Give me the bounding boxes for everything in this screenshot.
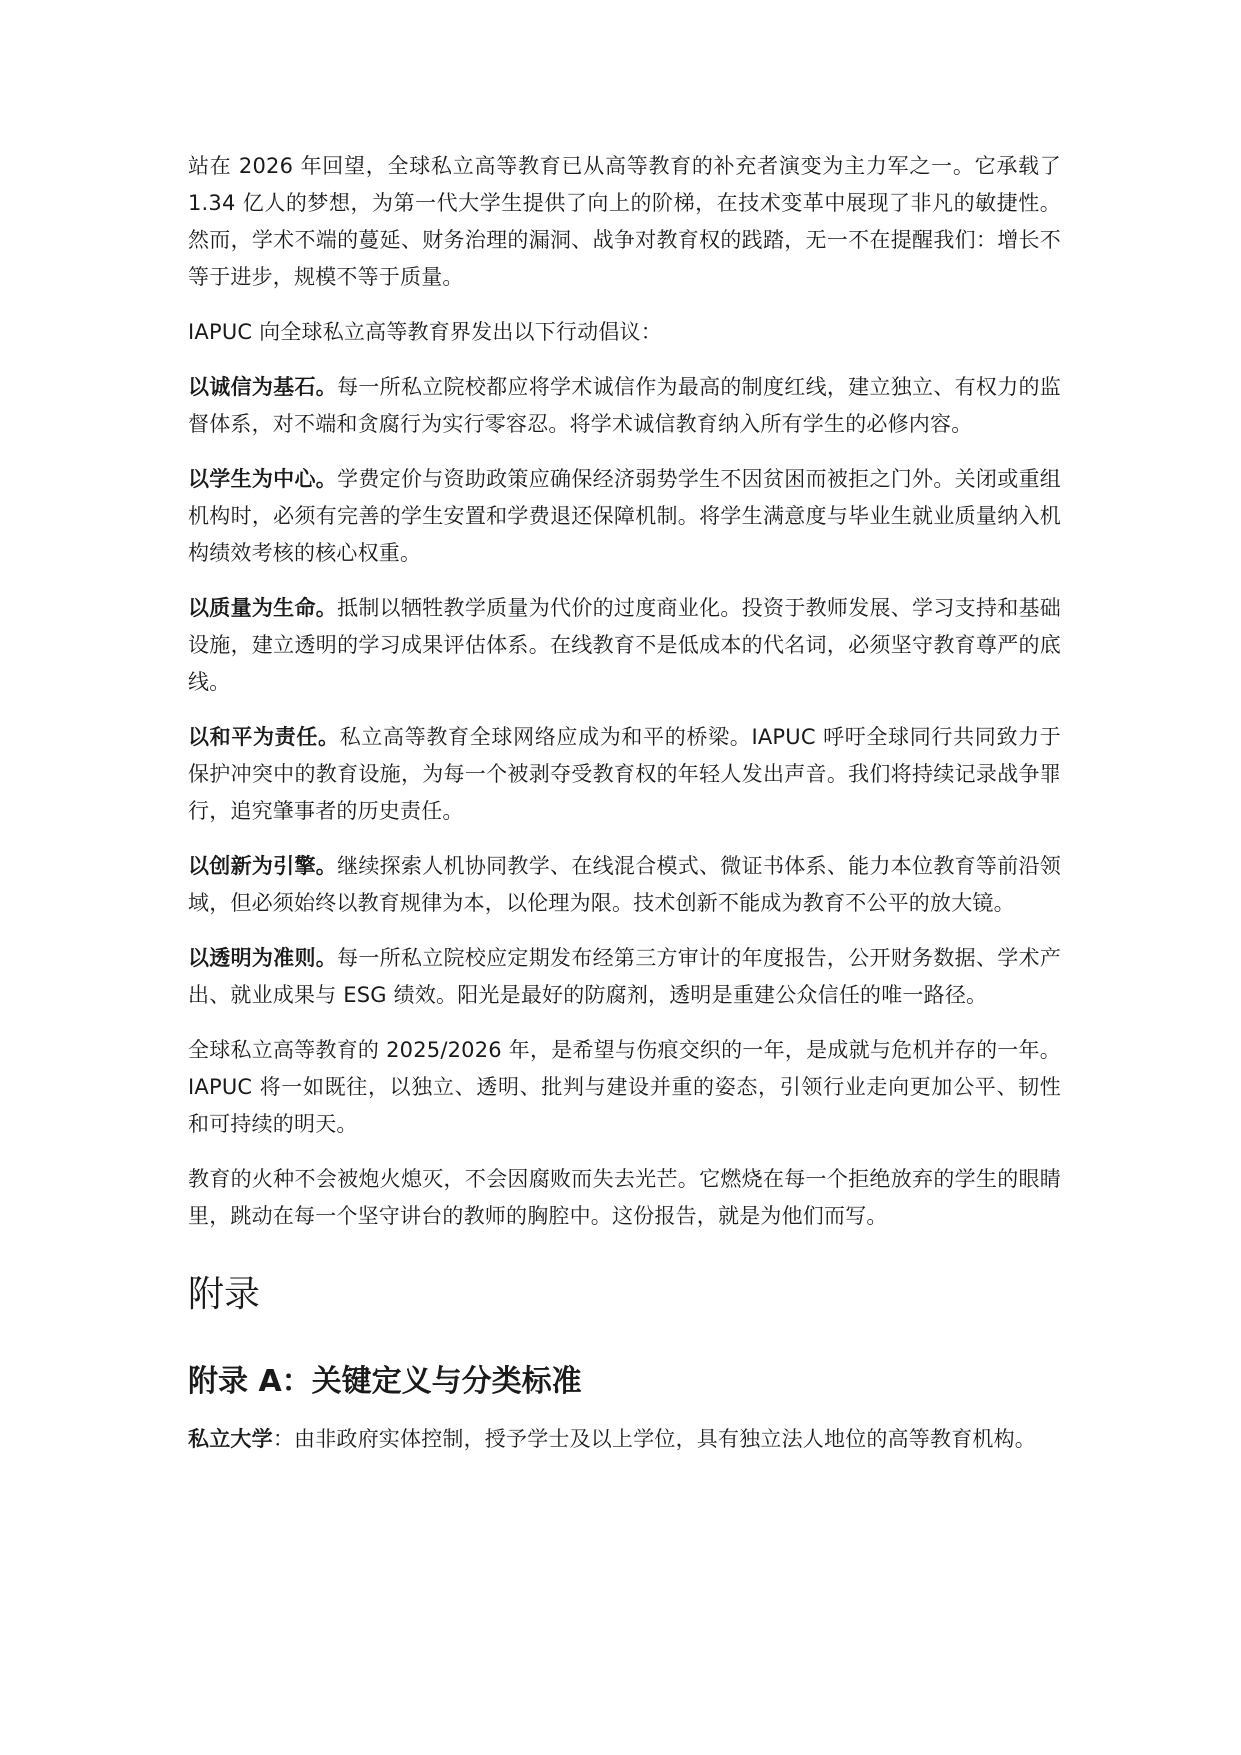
final-paragraph: 教育的火种不会被炮火熄灭，不会因腐败而失去光芒。它燃烧在每一个拒绝放弃的学生的眼睛里，跳动在每一个坚守讲台的教师的胸腔中。这份报告，就是为他们而写。 — [188, 1167, 1061, 1228]
point-paragraph-peace — [188, 719, 1061, 830]
point-lead: 以和平为责任。 — [188, 725, 340, 749]
point-text: 私立高等教育全球网络应成为和平的桥梁。IAPUC 呼吁全球同行共同致力于保护冲突中的教育设施，为每一个被剥夺受教育权的年轻人发出声音。我们将持续记录战争罪行，追究肇事者的历史责任。 — [188, 725, 1061, 823]
definition-term: 私立大学 — [188, 1427, 273, 1451]
intro-paragraph: 站在 2026 年回望，全球私立高等教育已从高等教育的补充者演变为主力军之一。它承载了 1.34 亿人的梦想，为第一代大学生提供了向上的阶梯，在技术变革中展现了非凡的敏捷性。然而，学术不端的蔓延、财务治理的漏洞、战争对教育权的践踏，无一不在提醒我们：增长不等于进步，规模不等于质量。 — [188, 154, 1061, 289]
call-paragraph: IAPUC 向全球私立高等教育界发出以下行动倡议： — [188, 320, 662, 344]
point-paragraph-integrity — [188, 369, 1061, 443]
definition-text: ：由非政府实体控制，授予学士及以上学位，具有独立法人地位的高等教育机构。 — [272, 1427, 1037, 1451]
point-lead: 以质量为生命。 — [188, 596, 338, 620]
point-lead: 以透明为准则。 — [188, 946, 338, 970]
point-text: 每一所私立院校应定期发布经第三方审计的年度报告，公开财务数据、学术产出、就业成果与 ESG 绩效。阳光是最好的防腐剂，透明是重建公众信任的唯一路径。 — [188, 946, 1062, 1007]
appendix-heading: 附录 — [188, 1274, 261, 1315]
point-lead: 以学生为中心。 — [188, 467, 338, 491]
definition-paragraph — [188, 1421, 1061, 1458]
point-text: 抵制以牺牲教学质量为代价的过度商业化。投资于教师发展、学习支持和基础设施，建立透明的学习成果评估体系。在线教育不是低成本的代名词，必须坚守教育尊严的底线。 — [188, 596, 1062, 694]
point-lead: 以诚信为基石。 — [188, 375, 338, 399]
point-text: 每一所私立院校都应将学术诚信作为最高的制度红线，建立独立、有权力的监督体系，对不端和贪腐行为实行零容忍。将学术诚信教育纳入所有学生的必修内容。 — [188, 375, 1062, 436]
point-lead: 以创新为引擎。 — [188, 854, 338, 878]
point-text: 继续探索人机协同教学、在线混合模式、微证书体系、能力本位教育等前沿领域，但必须始终以教育规律为本，以伦理为限。技术创新不能成为教育不公平的放大镜。 — [188, 854, 1062, 915]
point-paragraph-quality — [188, 590, 1061, 701]
point-paragraph-students — [188, 461, 1061, 572]
point-paragraph-innovation — [188, 848, 1061, 922]
point-paragraph-transparency — [188, 940, 1061, 1014]
closing-paragraph: 全球私立高等教育的 2025/2026 年，是希望与伤痕交织的一年，是成就与危机并存的一年。IAPUC 将一如既往，以独立、透明、批判与建设并重的姿态，引领行业走向更加公平、韧性和可持续的明天。 — [188, 1038, 1061, 1136]
appendix-a-heading: 附录 A：关键定义与分类标准 — [188, 1364, 582, 1399]
point-text: 学费定价与资助政策应确保经济弱势学生不因贫困而被拒之门外。关闭或重组机构时，必须有完善的学生安置和学费退还保障机制。将学生满意度与毕业生就业质量纳入机构绩效考核的核心权重。 — [188, 467, 1062, 565]
